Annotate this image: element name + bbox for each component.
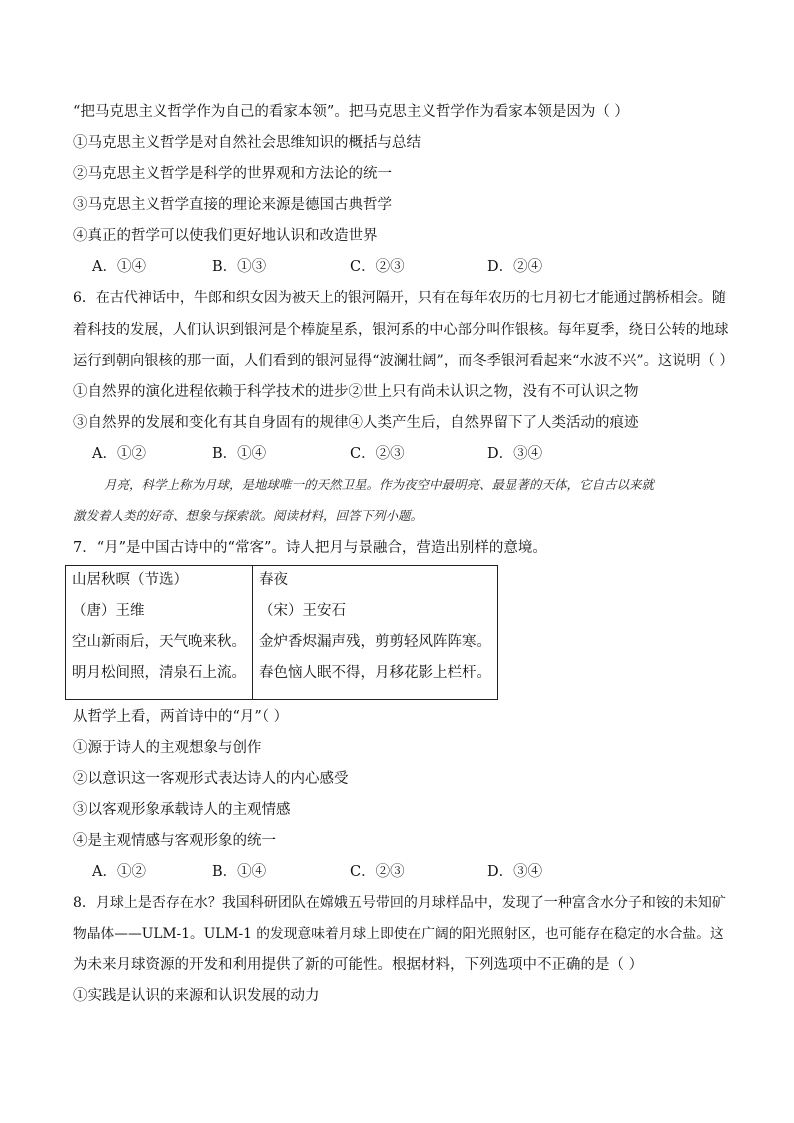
poem-right-line-1: 金炉香烬漏声残，剪剪轻风阵阵寒。 xyxy=(259,634,491,650)
q6-stem-line-3: 运行到朝向银核的那一面，人们看到的银河显得“波澜壮阔”，而冬季银河看起来“水波不兴”。这说明（ ） xyxy=(73,353,734,369)
q5-option-c[interactable]: C．②③ xyxy=(350,259,405,275)
q7-item-1: ①源于诗人的主观想象与创作 xyxy=(73,740,262,756)
poem-left-cell xyxy=(66,566,253,700)
q8-stem-line-3: 为未来月球资源的开发和利用提供了新的可能性。根据材料，下列选项中不正确的是（ ） xyxy=(73,957,644,973)
q7-item-2: ②以意识这一客观形式表达诗人的内心感受 xyxy=(73,771,349,787)
poem-right-cell xyxy=(253,566,498,700)
material-line-2: 激发着人类的好奇、想象与探索欲。阅读材料，回答下列小题。 xyxy=(73,508,424,523)
poem-left-line-1: 空山新雨后，天气晚来秋。 xyxy=(72,634,246,650)
q6-stem-line-2: 着科技的发展，人们认识到银河是个棒旋星系，银河系的中心部分叫作银核。每年夏季，绕日公转的地球 xyxy=(73,322,729,338)
q7-option-d[interactable]: D．③④ xyxy=(487,864,543,880)
q8-item-1: ①实践是认识的来源和认识发展的动力 xyxy=(73,988,320,1004)
q7-option-a[interactable]: A．①② xyxy=(92,864,146,880)
q5-item-3: ③马克思主义哲学直接的理论来源是德国古典哲学 xyxy=(73,197,392,213)
q6-option-d[interactable]: D．③④ xyxy=(487,446,543,462)
q6-item-2: ③自然界的发展和变化有其自身固有的规律④人类产生后，自然界留下了人类活动的痕迹 xyxy=(73,415,639,431)
q6-stem-line-1: 6．在古代神话中，牛郎和织女因为被天上的银河隔开，只有在每年农历的七月初七才能通过鹊桥相会。随 xyxy=(73,290,726,306)
q6-item-1: ①自然界的演化进程依赖于科学技术的进步②世上只有尚未认识之物，没有不可认识之物 xyxy=(73,384,639,400)
q5-option-d[interactable]: D．②④ xyxy=(487,259,543,275)
q5-item-4: ④真正的哲学可以使我们更好地认识和改造世界 xyxy=(73,228,378,244)
q7-option-b[interactable]: B．①④ xyxy=(212,864,267,880)
q8-stem-line-1: 8．月球上是否存在水？我国科研团队在嫦娥五号带回的月球样品中，发现了一种富含水分子和铵的未知矿 xyxy=(73,895,726,911)
poem-right-line-2: 春色恼人眠不得，月移花影上栏杆。 xyxy=(259,665,491,681)
poem-left-author: （唐）王维 xyxy=(72,603,145,619)
poem-left-title: 山居秋暝（节选） xyxy=(72,572,188,588)
poem-table xyxy=(65,565,498,700)
q5-item-2: ②马克思主义哲学是科学的世界观和方法论的统一 xyxy=(73,166,392,182)
q7-item-3: ③以客观形象承载诗人的主观情感 xyxy=(73,802,291,818)
poem-right-title: 春夜 xyxy=(259,572,288,588)
q6-option-c[interactable]: C．②③ xyxy=(350,446,405,462)
q7-item-4: ④是主观情感与客观形象的统一 xyxy=(73,833,276,849)
material-line-1: 月亮，科学上称为月球，是地球唯一的天然卫星。作为夜空中最明亮、最显著的天体，它自古以来就 xyxy=(104,477,655,492)
q5-item-1: ①马克思主义哲学是对自然社会思维知识的概括与总结 xyxy=(73,135,421,151)
q5-stem: “把马克思主义哲学作为自己的看家本领”。把马克思主义哲学作为看家本领是因为（ ） xyxy=(73,104,629,120)
q7-stem: 7．“月”是中国古诗中的“常客”。诗人把月与景融合，营造出别样的意境。 xyxy=(73,540,547,556)
q6-option-a[interactable]: A．①② xyxy=(92,446,146,462)
poem-left-line-2: 明月松间照，清泉石上流。 xyxy=(72,665,246,681)
q7-option-c[interactable]: C．②③ xyxy=(350,864,405,880)
q7-question: 从哲学上看，两首诗中的“月”（ ） xyxy=(73,709,289,725)
q8-stem-line-2: 物晶体——ULM-1。ULM-1 的发现意味着月球上即使在广阔的阳光照射区，也可能存在稳定的水合盐。这 xyxy=(73,926,724,942)
q5-option-b[interactable]: B．①③ xyxy=(212,259,267,275)
q5-option-a[interactable]: A．①④ xyxy=(92,259,146,275)
q6-option-b[interactable]: B．①④ xyxy=(212,446,267,462)
poem-right-author: （宋）王安石 xyxy=(259,603,346,619)
